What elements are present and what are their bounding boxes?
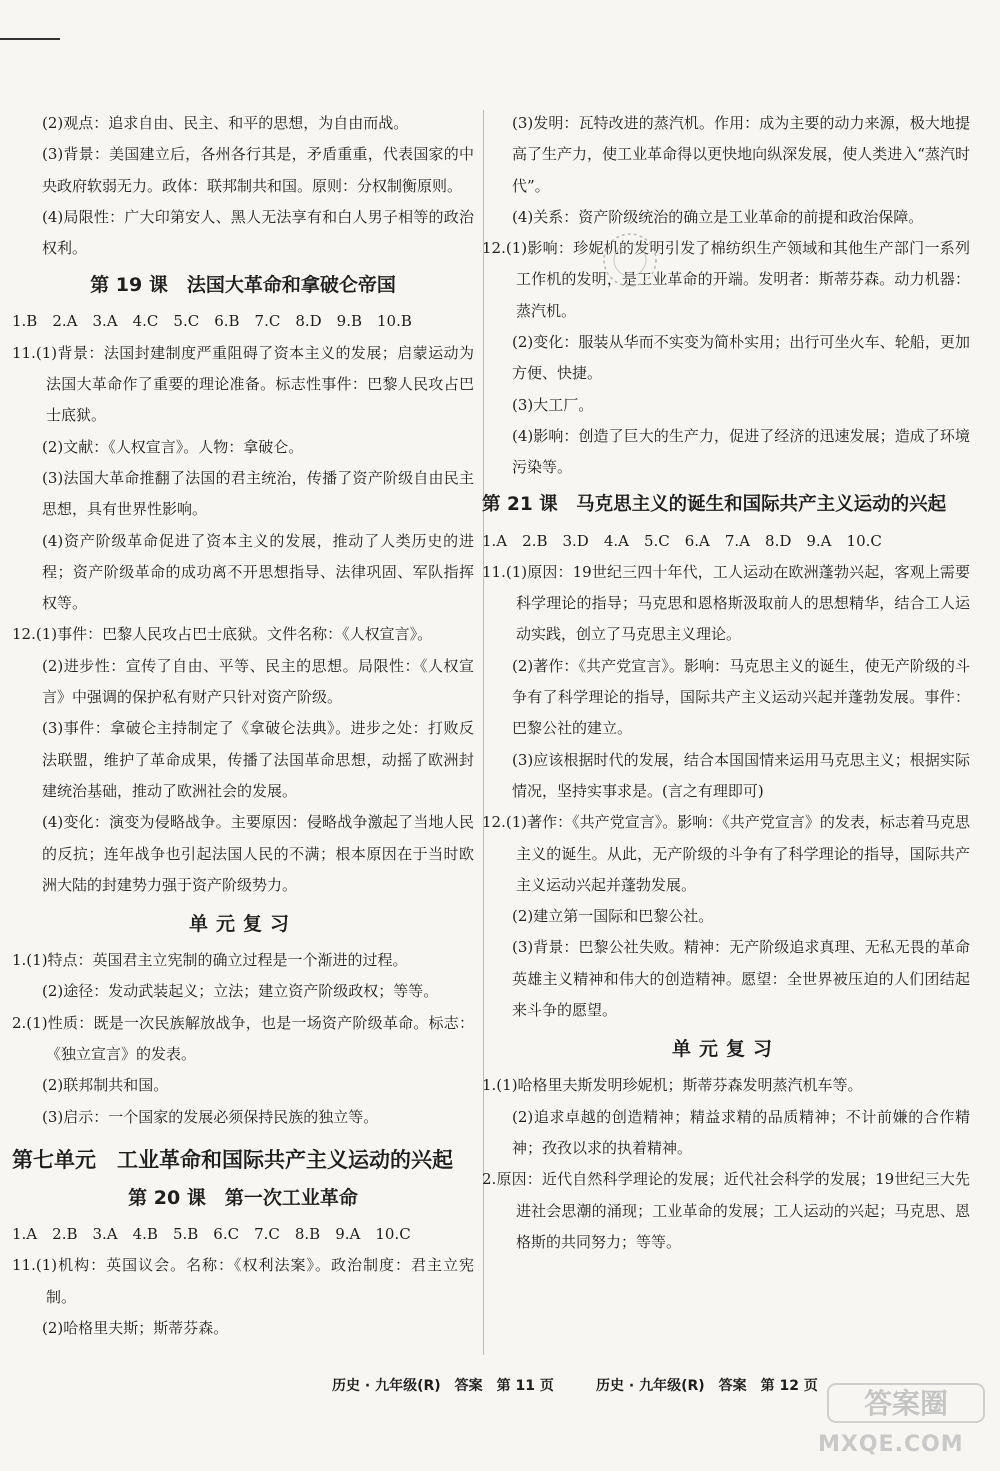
answer-paragraph: 11.(1)背景：法国封建制度严重阻碍了资本主义的发展；启蒙运动为法国大革命作了重要的理论准备。标志性事件：巴黎人民攻占巴士底狱。 [12, 343, 474, 425]
answer-paragraph: (4)资产阶级革命促进了资本主义的发展，推动了人类历史的进程；资产阶级革命的成功离不开思想指导、法律巩固、军队指挥权等。 [42, 531, 474, 613]
unit-heading: 第七单元 工业革命和国际共产主义运动的兴起 [12, 1147, 453, 1172]
answer-paragraph: (3)启示：一个国家的发展必须保持民族的独立等。 [42, 1107, 379, 1126]
stamp-watermark [600, 230, 660, 290]
answer-paragraph: (3)发明：瓦特改进的蒸汽机。作用：成为主要的动力来源，极大地提高了生产力，使工业革命得以更快地向纵深发展，使人类进入“蒸汽时代”。 [512, 114, 970, 195]
footer-right: 历史 · 九年级(R) 答案 第 12 页 [596, 1378, 818, 1394]
answer-paragraph: (3)应该根据时代的发展，结合本国国情来运用马克思主义；根据实际情况，坚持实事求是。(言之有理即可) [512, 750, 970, 800]
answer-paragraph: (3)大工厂。 [512, 395, 594, 414]
answer-paragraph: (2)哈格里夫斯；斯蒂芬森。 [42, 1318, 229, 1337]
answer-paragraph: (2)变化：服装从华而不实变为简朴实用；出行可坐火车、轮船，更加方便、快捷。 [512, 333, 970, 383]
footer-left: 历史 · 九年级(R) 答案 第 11 页 [332, 1378, 554, 1394]
watermark-url: MXQE.COM [818, 1432, 964, 1457]
unit-review-heading: 单元复习 [671, 1038, 780, 1061]
top-rule [0, 38, 60, 40]
answer-paragraph: 12.(1)事件：巴黎人民攻占巴士底狱。文件名称：《人权宣言》。 [12, 625, 433, 644]
answer-paragraph: (4)影响：创造了巨大的生产力，促进了经济的迅速发展；造成了环境污染等。 [512, 426, 970, 477]
answer-paragraph: (2)追求卓越的创造精神；精益求精的品质精神；不计前嫌的合作精神；孜孜以求的执着精神。 [512, 1107, 970, 1157]
answer-paragraph: 1.A 2.B 3.A 4.B 5.B 6.C 7.C 8.B 9.A 10.C [12, 1224, 411, 1243]
answer-paragraph: 2.原因：近代自然科学理论的发展；近代社会科学的发展；19世纪三大先进社会思潮的涌现；工业革命的发展；工人运动的兴起；马克思、恩格斯的共同努力；等等。 [482, 1170, 970, 1251]
answer-paragraph: (3)事件：拿破仑主持制定了《拿破仑法典》。进步之处：打败反法联盟，维护了革命成果，传播了法国革命思想，动摇了欧洲封建统治基础，推动了欧洲社会的发展。 [42, 719, 474, 800]
answer-paragraph: (2)著作：《共产党宣言》。影响：马克思主义的诞生，使无产阶级的斗争有了科学理论的指导，国际共产主义运动兴起并蓬勃发展。事件：巴黎公社的建立。 [512, 656, 970, 738]
answer-paragraph: (2)联邦制共和国。 [42, 1076, 169, 1095]
answer-paragraph: 1.B 2.A 3.A 4.C 5.C 6.B 7.C 8.D 9.B 10.B [12, 312, 412, 331]
answer-paragraph: (2)建立第一国际和巴黎公社。 [512, 907, 714, 926]
answer-paragraph: (4)关系：资产阶级统治的确立是工业革命的前提和政治保障。 [512, 207, 924, 226]
answer-paragraph: (3)法国大革命推翻了法国的君主统治，传播了资产阶级自由民主思想，具有世界性影响。 [42, 468, 474, 519]
lesson-heading: 第 19 课 法国大革命和拿破仑帝国 [90, 274, 396, 297]
answer-paragraph: (3)背景：美国建立后，各州各行其是，矛盾重重，代表国家的中央政府软弱无力。政体：联邦制共和国。原则：分权制衡原则。 [42, 145, 474, 195]
answer-paragraph: (2)文献：《人权宣言》。人物：拿破仑。 [42, 437, 304, 456]
lesson-heading: 第 21 课 马克思主义的诞生和国际共产主义运动的兴起 [482, 493, 947, 515]
right-column [482, 108, 970, 1258]
answer-paragraph: 12.(1)影响：珍妮机的发明引发了棉纺织生产领域和其他生产部门一系列工作机的发明，是工业革命的开端。发明者：斯蒂芬森。动力机器：蒸汽机。 [482, 239, 970, 320]
answer-paragraph: (4)局限性：广大印第安人、黑人无法享有和白人男子相等的政治权利。 [42, 207, 474, 258]
answer-paragraph: (2)途径：发动武装起义；立法；建立资产阶级政权；等等。 [42, 982, 439, 1001]
answer-paragraph: 1.A 2.B 3.D 4.A 5.C 6.A 7.A 8.D 9.A 10.C [482, 531, 882, 550]
unit-review-heading: 单元复习 [188, 913, 297, 936]
answer-paragraph: 11.(1)原因：19世纪三四十年代，工人运动在欧洲蓬勃兴起，客观上需要科学理论的指导；马克思和恩格斯汲取前人的思想精华，结合工人运动实践，创立了马克思主义理论。 [482, 562, 970, 644]
answer-paragraph: (4)变化：演变为侵略战争。主要原因：侵略战争激起了当地人民的反抗；连年战争也引起法国人民的不满；根本原因在于当时欧洲大陆的封建势力强于资产阶级势力。 [42, 813, 474, 894]
lesson-heading: 第 20 课 第一次工业革命 [128, 1186, 358, 1209]
answer-paragraph: 12.(1)著作：《共产党宣言》。影响：《共产党宣言》的发表，标志着马克思主义的诞生。从此，无产阶级的斗争有了科学理论的指导，国际共产主义运动兴起并蓬勃发展。 [482, 813, 970, 894]
watermark-logo [826, 1380, 986, 1426]
answer-paragraph: (2)进步性：宣传了自由、平等、民主的思想。局限性：《人权宣言》中强调的保护私有财产只针对资产阶级。 [42, 656, 474, 707]
answer-paragraph: 11.(1)机构：英国议会。名称：《权利法案》。政治制度：君主立宪制。 [12, 1256, 474, 1306]
left-column [12, 108, 474, 1344]
answer-paragraph: 2.(1)性质：既是一次民族解放战争，也是一场资产阶级革命。标志：《独立宣言》的发表。 [12, 1013, 474, 1064]
watermark-logo-text: 答案圈 [863, 1387, 949, 1420]
answer-paragraph: (2)观点：追求自由、民主、和平的思想，为自由而战。 [42, 114, 409, 132]
answer-paragraph: (3)背景：巴黎公社失败。精神：无产阶级追求真理、无私无畏的革命英雄主义精神和伟大的创造精神。愿望：全世界被压迫的人们团结起来斗争的愿望。 [512, 938, 970, 1020]
answer-paragraph: 1.(1)特点：英国君主立宪制的确立过程是一个渐进的过程。 [12, 951, 408, 970]
answer-paragraph: 1.(1)哈格里夫斯发明珍妮机；斯蒂芬森发明蒸汽机车等。 [482, 1076, 863, 1095]
